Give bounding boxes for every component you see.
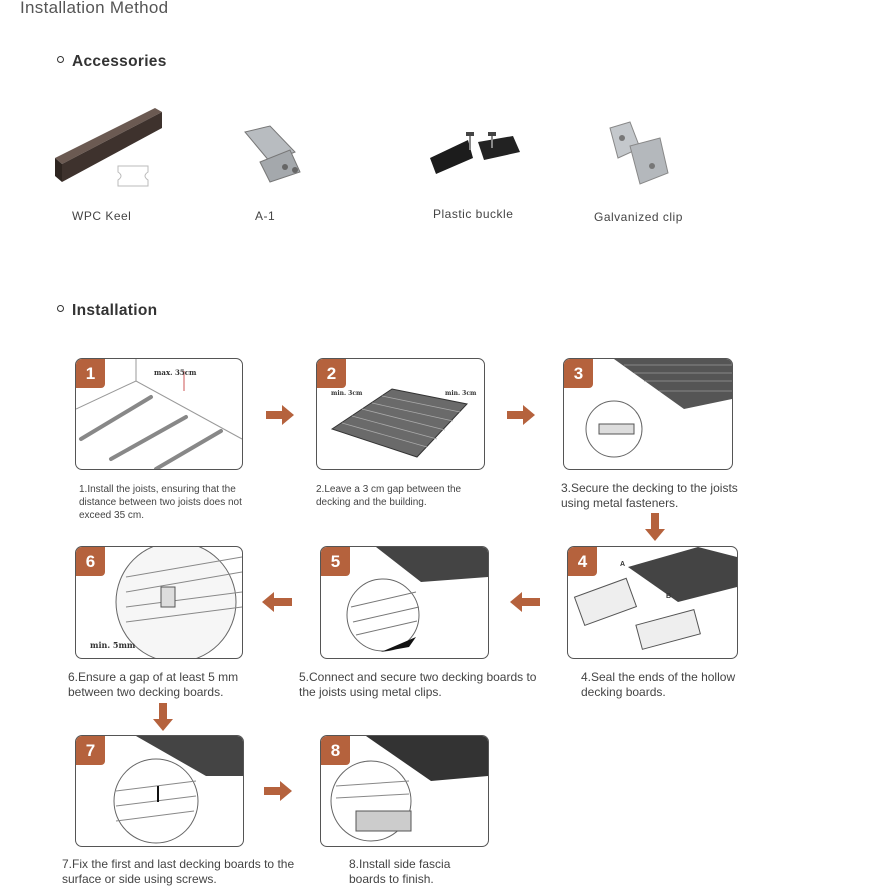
- arrow-left-icon: [262, 592, 292, 612]
- bullet-icon: [57, 305, 64, 312]
- annotation-a: A: [620, 561, 626, 568]
- step-caption: 2.Leave a 3 cm gap between the decking and the building.: [316, 484, 462, 508]
- step-caption: 8.Install side fascia boards to finish.: [349, 857, 451, 886]
- step-6-illustration: [75, 546, 243, 659]
- a1-clip-image: [240, 122, 305, 187]
- bullet-icon: [57, 56, 64, 63]
- step-5-illustration: [320, 546, 489, 659]
- step-4-illustration: [567, 546, 738, 659]
- step-number-badge: 8: [321, 736, 350, 765]
- dimension-label: min. 3cm: [445, 390, 477, 397]
- step-caption: 5.Connect and secure two decking boards to the joists using metal clips.: [299, 670, 537, 699]
- step-caption: 6.Ensure a gap of at least 5 mm between two decking boards.: [68, 670, 239, 699]
- arrow-right-icon: [507, 405, 537, 425]
- accessory-label: Galvanized clip: [594, 210, 683, 224]
- dimension-label: min. 5mm: [90, 640, 136, 650]
- step-caption: 7.Fix the first and last decking boards to the surface or side using screws.: [62, 857, 295, 886]
- step-number-badge: 6: [76, 547, 105, 576]
- dimension-label: max. 35cm: [154, 368, 197, 377]
- annotation-b: B: [666, 593, 672, 600]
- step-1-illustration: [75, 358, 243, 470]
- accessories-heading-text: Accessories: [72, 53, 167, 70]
- step-8-illustration: [320, 735, 489, 847]
- arrow-down-icon: [153, 703, 173, 733]
- accessory-label: WPC Keel: [72, 209, 132, 223]
- step-caption: 3.Secure the decking to the joists using metal fasteners.: [561, 481, 738, 510]
- step-number-badge: 5: [321, 547, 350, 576]
- step-number-badge: 3: [564, 359, 593, 388]
- plastic-buckle-image: [428, 128, 523, 178]
- arrow-right-icon: [264, 781, 294, 801]
- arrow-left-icon: [510, 592, 540, 612]
- step-number-badge: 4: [568, 547, 597, 576]
- arrow-right-icon: [266, 405, 296, 425]
- step-number-badge: 1: [76, 359, 105, 388]
- step-number-badge: 2: [317, 359, 346, 388]
- step-3-illustration: [563, 358, 733, 470]
- arrow-down-icon: [645, 513, 665, 543]
- accessory-label: A-1: [255, 209, 276, 223]
- step-2-illustration: [316, 358, 485, 470]
- accessories-heading: [57, 53, 167, 71]
- step-caption: 1.Install the joists, ensuring that the distance between two joists does not exceed 35 cm.: [79, 484, 242, 521]
- step-7-illustration: [75, 735, 244, 847]
- dimension-label: min. 3cm: [331, 390, 363, 397]
- installation-heading-text: Installation: [72, 302, 158, 319]
- step-caption: 4.Seal the ends of the hollow decking boards.: [581, 670, 736, 699]
- galvanized-clip-image: [600, 118, 675, 198]
- step-number-badge: 7: [76, 736, 105, 765]
- wpc-keel-image: [50, 98, 170, 193]
- accessory-label: Plastic buckle: [433, 207, 514, 221]
- page-title: Installation Method: [20, 0, 169, 17]
- installation-heading: [57, 302, 157, 320]
